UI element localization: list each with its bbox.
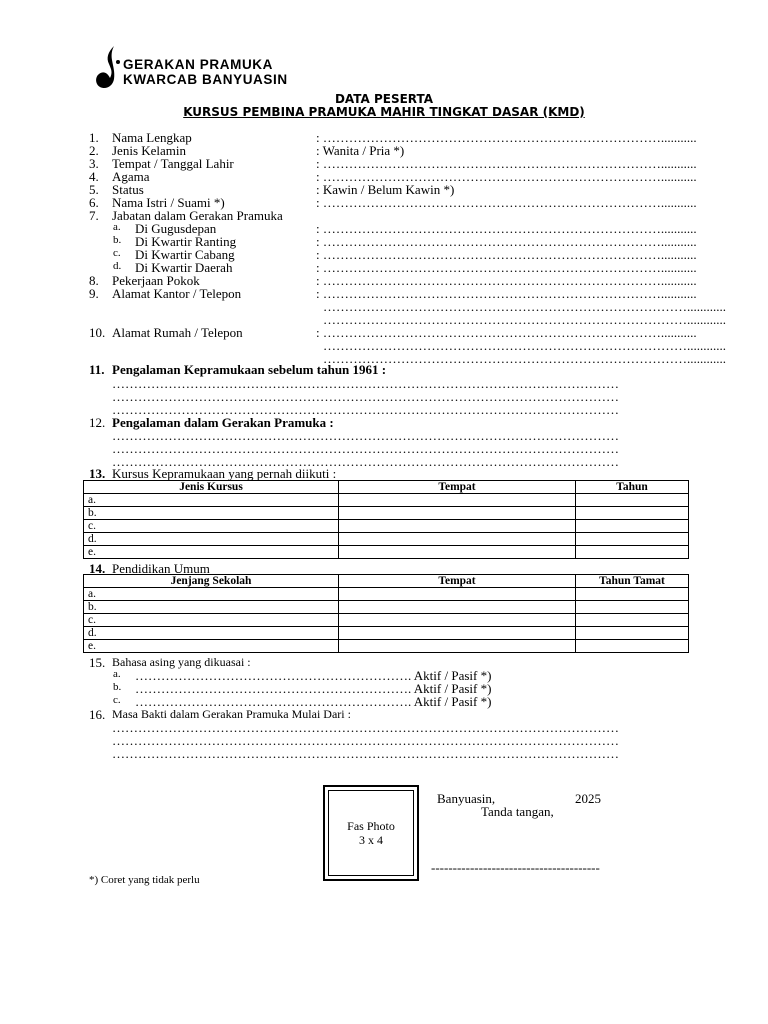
field-label-masa-bakti: Masa Bakti dalam Gerakan Pramuka Mulai Dari : bbox=[112, 707, 351, 721]
pengalaman-gerakan-line2[interactable]: ……………………………………………………………………………………………………… bbox=[112, 441, 619, 456]
field-value-nama-lengkap[interactable]: : ……………………………………………………………………........... bbox=[316, 130, 697, 145]
table-header-row bbox=[84, 481, 689, 494]
table-cell[interactable] bbox=[576, 627, 689, 640]
signature-place: Banyuasin, bbox=[437, 791, 496, 806]
table-cell[interactable]: b. bbox=[84, 601, 339, 614]
jabatan-value-gugusdepan[interactable]: : ……………………………………………………………………........... bbox=[316, 221, 697, 236]
table-row bbox=[84, 507, 689, 520]
field-value-agama[interactable]: : ……………………………………………………………………........... bbox=[316, 169, 697, 184]
masa-bakti-line2[interactable]: ……………………………………………………………………………………………………… bbox=[112, 733, 619, 748]
masa-bakti-line1[interactable]: ……………………………………………………………………………………………………… bbox=[112, 720, 619, 735]
jabatan-label-daerah: Di Kwartir Daerah bbox=[135, 260, 233, 275]
photo-label: Fas Photo bbox=[347, 819, 395, 833]
field-number: 16. bbox=[89, 707, 106, 722]
org-name-line2: KWARCAB BANYUASIN bbox=[123, 72, 288, 87]
field-value-alamat-rumah-line3[interactable]: …………………………………………………………………………............ bbox=[323, 351, 726, 366]
page-subtitle: KURSUS PEMBINA PRAMUKA MAHIR TINGKAT DASAR (KMD) bbox=[183, 105, 585, 119]
field-label-agama: Agama bbox=[112, 169, 150, 184]
pengalaman-gerakan-line3[interactable]: ……………………………………………………………………………………………………… bbox=[112, 454, 619, 469]
pengalaman-1961-line2[interactable]: ……………………………………………………………………………………………………… bbox=[112, 389, 619, 404]
pengalaman-gerakan-line1[interactable]: ……………………………………………………………………………………………………… bbox=[112, 428, 619, 443]
table-header: Tempat bbox=[339, 481, 576, 494]
field-number: 8. bbox=[89, 273, 99, 288]
field-label-bahasa: Bahasa asing yang dikuasai : bbox=[112, 655, 251, 669]
field-number: 1. bbox=[89, 130, 99, 145]
org-name-line1: GERAKAN PRAMUKA bbox=[123, 57, 273, 72]
table-row bbox=[84, 614, 689, 627]
table-cell[interactable] bbox=[339, 614, 576, 627]
field-value-alamat-kantor-line2[interactable]: …………………………………………………………………………............ bbox=[323, 299, 726, 314]
table-cell[interactable] bbox=[339, 533, 576, 546]
pramuka-logo-icon bbox=[92, 44, 124, 92]
field-label-alamat-rumah: Alamat Rumah / Telepon bbox=[112, 325, 243, 340]
table-cell[interactable] bbox=[339, 546, 576, 559]
table-cell[interactable]: e. bbox=[84, 640, 339, 653]
field-value-tempat-lahir[interactable]: : ……………………………………………………………………........... bbox=[316, 156, 697, 171]
field-label-pendidikan: Pendidikan Umum bbox=[112, 561, 210, 576]
jabatan-value-ranting[interactable]: : ……………………………………………………………………........... bbox=[316, 234, 697, 249]
table-row bbox=[84, 601, 689, 614]
table-header: Tempat bbox=[339, 575, 576, 588]
field-label-nama-pasangan: Nama Istri / Suami *) bbox=[112, 195, 225, 210]
table-cell[interactable] bbox=[576, 640, 689, 653]
sub-letter: c. bbox=[113, 694, 121, 706]
field-number: 11. bbox=[89, 362, 105, 377]
field-value-alamat-rumah-line2[interactable]: …………………………………………………………………………............ bbox=[323, 338, 726, 353]
masa-bakti-line3[interactable]: ……………………………………………………………………………………………………… bbox=[112, 746, 619, 761]
table-cell[interactable]: d. bbox=[84, 627, 339, 640]
table-cell[interactable] bbox=[576, 546, 689, 559]
field-label-alamat-kantor: Alamat Kantor / Telepon bbox=[112, 286, 242, 301]
field-label-status: Status bbox=[112, 182, 144, 197]
field-label-jenis-kelamin: Jenis Kelamin bbox=[112, 143, 187, 158]
field-label-kursus: Kursus Kepramukaan yang pernah diikuti : bbox=[112, 466, 337, 481]
field-number: 14. bbox=[89, 561, 106, 576]
table-cell[interactable] bbox=[576, 533, 689, 546]
sub-letter: b. bbox=[113, 681, 122, 693]
jabatan-label-cabang: Di Kwartir Cabang bbox=[135, 247, 235, 262]
table-row bbox=[84, 494, 689, 507]
table-row bbox=[84, 533, 689, 546]
table-cell[interactable]: d. bbox=[84, 533, 339, 546]
photo-size: 3 x 4 bbox=[359, 833, 383, 847]
jabatan-label-gugusdepan: Di Gugusdepan bbox=[135, 221, 217, 236]
photo-frame bbox=[328, 790, 414, 876]
table-row bbox=[84, 588, 689, 601]
table-cell[interactable]: a. bbox=[84, 494, 339, 507]
table-cell[interactable] bbox=[339, 627, 576, 640]
table-cell[interactable] bbox=[339, 494, 576, 507]
jabatan-value-cabang[interactable]: : ……………………………………………………………………........... bbox=[316, 247, 697, 262]
pengalaman-1961-line1[interactable]: ……………………………………………………………………………………………………… bbox=[112, 376, 619, 391]
photo-box bbox=[323, 785, 419, 881]
field-number: 6. bbox=[89, 195, 99, 210]
table-cell[interactable] bbox=[339, 507, 576, 520]
table-cell[interactable] bbox=[576, 494, 689, 507]
page-title: DATA PESERTA bbox=[334, 92, 434, 106]
field-number: 7. bbox=[89, 208, 99, 223]
field-label-pengalaman-gerakan: Pengalaman dalam Gerakan Pramuka : bbox=[112, 415, 334, 430]
field-number: 10. bbox=[89, 325, 106, 340]
table-row bbox=[84, 640, 689, 653]
bahasa-value-a[interactable]: ………………………………………………………. Aktif / Pasif *) bbox=[135, 668, 492, 683]
sub-letter: a. bbox=[113, 221, 121, 233]
field-number: 3. bbox=[89, 156, 99, 171]
field-value-jenis-kelamin[interactable]: : Wanita / Pria *) bbox=[316, 143, 405, 158]
field-label-tempat-lahir: Tempat / Tanggal Lahir bbox=[112, 156, 234, 171]
field-number: 4. bbox=[89, 169, 99, 184]
sub-letter: d. bbox=[113, 260, 122, 272]
table-header: Jenjang Sekolah bbox=[84, 575, 339, 588]
sub-letter: c. bbox=[113, 247, 121, 259]
table-cell[interactable] bbox=[576, 507, 689, 520]
pendidikan-table bbox=[83, 574, 689, 653]
table-header: Tahun Tamat bbox=[576, 575, 689, 588]
field-value-alamat-kantor-line3[interactable]: …………………………………………………………………………............ bbox=[323, 312, 726, 327]
signature-label: Tanda tangan, bbox=[481, 804, 554, 819]
field-label-jabatan: Jabatan dalam Gerakan Pramuka bbox=[112, 208, 283, 223]
field-value-alamat-kantor[interactable]: : ……………………………………………………………………........... bbox=[316, 286, 697, 301]
signature-line[interactable]: --------------------------------------- bbox=[431, 860, 600, 875]
table-cell[interactable] bbox=[576, 601, 689, 614]
field-number: 13. bbox=[89, 466, 106, 481]
field-value-pekerjaan[interactable]: : ……………………………………………………………………........... bbox=[316, 273, 697, 288]
field-number: 12. bbox=[89, 415, 106, 430]
sub-letter: a. bbox=[113, 668, 121, 680]
pengalaman-1961-line3[interactable]: ……………………………………………………………………………………………………… bbox=[112, 402, 619, 417]
field-value-alamat-rumah[interactable]: : ……………………………………………………………………........... bbox=[316, 325, 697, 340]
table-cell[interactable]: e. bbox=[84, 546, 339, 559]
table-row bbox=[84, 627, 689, 640]
footnote: *) Coret yang tidak perlu bbox=[89, 874, 200, 886]
field-label-pekerjaan: Pekerjaan Pokok bbox=[112, 273, 200, 288]
jabatan-label-ranting: Di Kwartir Ranting bbox=[135, 234, 237, 249]
field-label-pengalaman-1961: Pengalaman Kepramukaan sebelum tahun 1961 : bbox=[112, 362, 387, 377]
table-cell[interactable] bbox=[339, 640, 576, 653]
table-cell[interactable] bbox=[339, 520, 576, 533]
jabatan-value-daerah[interactable]: : ……………………………………………………………………........... bbox=[316, 260, 697, 275]
kursus-table bbox=[83, 480, 689, 559]
bahasa-value-b[interactable]: ………………………………………………………. Aktif / Pasif *) bbox=[135, 681, 492, 696]
field-number: 15. bbox=[89, 655, 106, 670]
table-header: Jenis Kursus bbox=[84, 481, 339, 494]
field-value-nama-pasangan[interactable]: : ……………………………………………………………………........... bbox=[316, 195, 697, 210]
field-label-nama-lengkap: Nama Lengkap bbox=[112, 130, 192, 145]
table-cell[interactable]: c. bbox=[84, 520, 339, 533]
table-row bbox=[84, 520, 689, 533]
table-cell[interactable] bbox=[339, 588, 576, 601]
sub-letter: b. bbox=[113, 234, 122, 246]
table-cell[interactable]: c. bbox=[84, 614, 339, 627]
table-cell[interactable] bbox=[576, 614, 689, 627]
field-value-status[interactable]: : Kawin / Belum Kawin *) bbox=[316, 182, 455, 197]
signature-year: 2025 bbox=[575, 791, 601, 806]
table-header: Tahun bbox=[576, 481, 689, 494]
field-number: 5. bbox=[89, 182, 99, 197]
table-cell[interactable] bbox=[576, 588, 689, 601]
field-number: 9. bbox=[89, 286, 99, 301]
table-cell[interactable]: a. bbox=[84, 588, 339, 601]
table-cell[interactable]: b. bbox=[84, 507, 339, 520]
field-number: 2. bbox=[89, 143, 99, 158]
table-cell[interactable] bbox=[576, 520, 689, 533]
table-header-row bbox=[84, 575, 689, 588]
table-row bbox=[84, 546, 689, 559]
bahasa-value-c[interactable]: ………………………………………………………. Aktif / Pasif *) bbox=[135, 694, 492, 709]
table-cell[interactable] bbox=[339, 601, 576, 614]
